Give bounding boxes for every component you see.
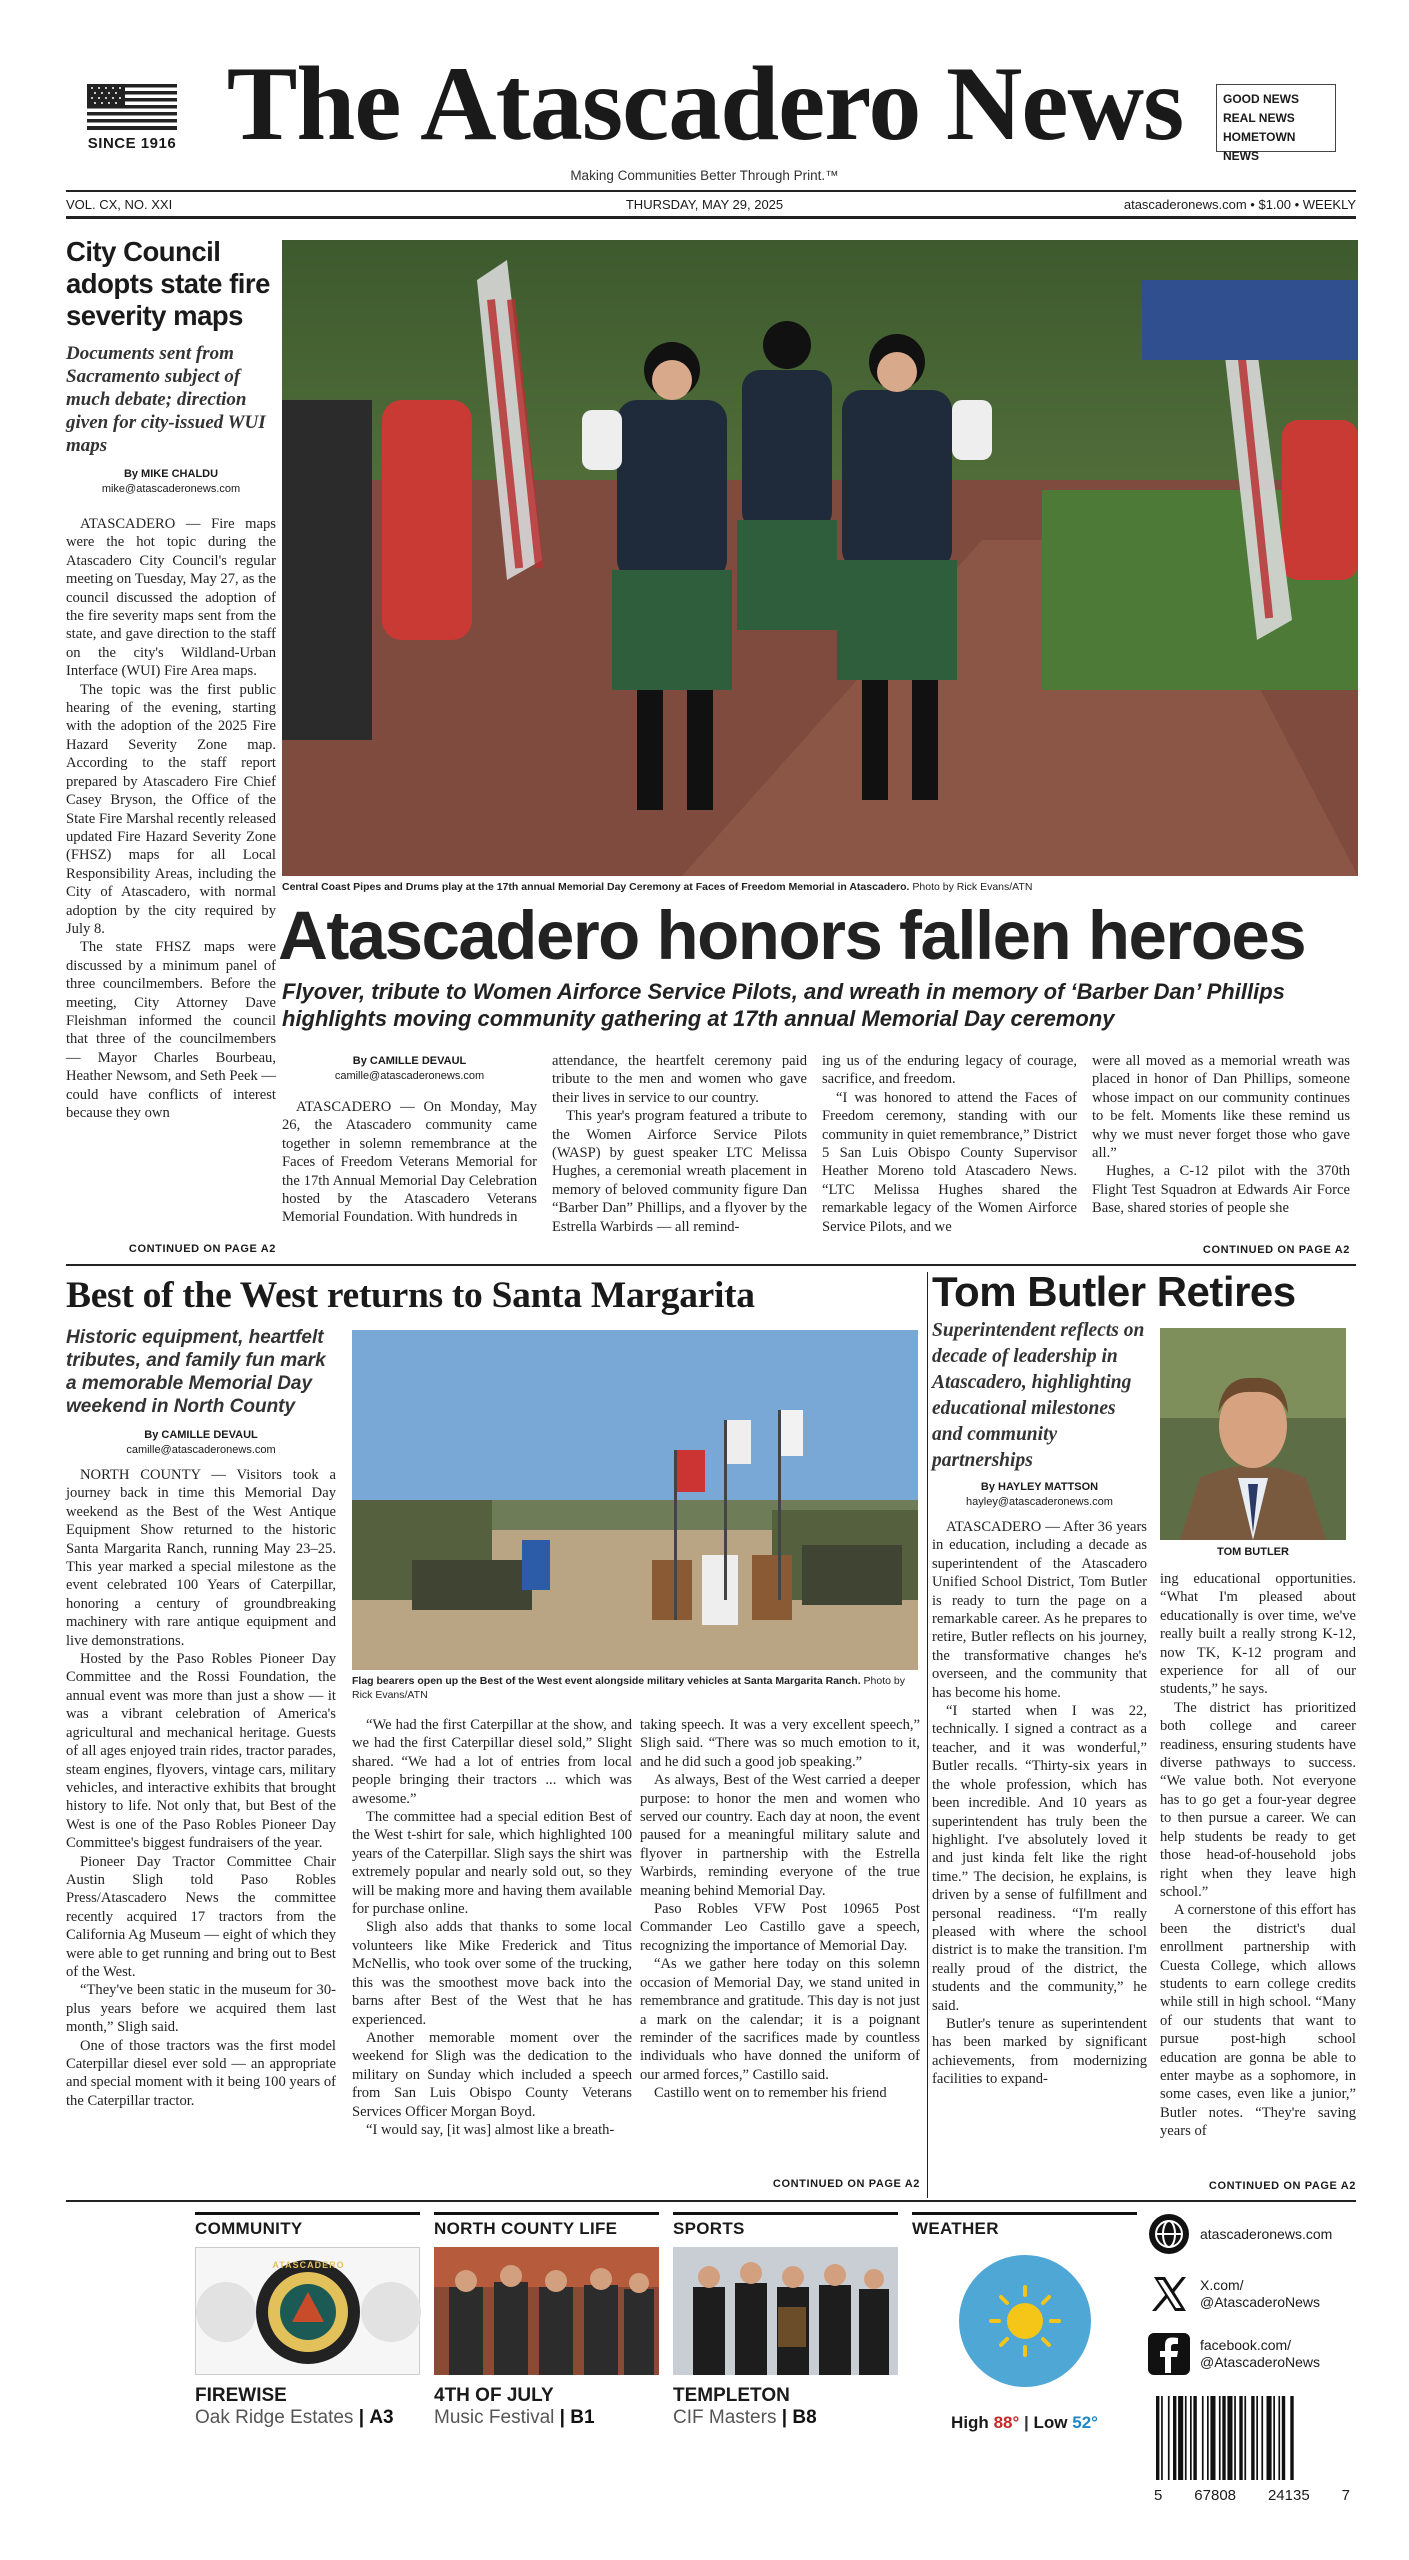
teaser-subtitle: CIF Masters xyxy=(673,2407,777,2428)
barcode-bar xyxy=(1168,2396,1170,2480)
barcode-bar xyxy=(1185,2396,1187,2480)
article-paragraph: Another memorable moment over the weekend for Sligh was the dedication to the military on Sunday which included a speech from San Luis Obispo County Veterans Services Officer Morgan Boyd. xyxy=(352,2029,632,2120)
article-paragraph: ATASCADERO — On Monday, May 26, the Atascadero community came together in solemn remembrance at the Faces of Freedom Veterans Memorial for the 17th Annual Memorial Day Celebration hosted by the Atascadero Veterans Memorial Foundation. With hundreds in xyxy=(282,1099,537,1226)
ear-box xyxy=(1216,84,1336,163)
barcode-bar xyxy=(1290,2396,1293,2480)
masthead xyxy=(0,0,1409,220)
west-caption xyxy=(352,1674,918,1702)
weather-section: WEATHER xyxy=(912,2212,1137,2239)
teaser-title: FIREWISE xyxy=(195,2385,287,2406)
left-headline: City Council adopts state fire severity maps xyxy=(66,236,270,331)
article-paragraph: “I was honored to attend the Faces of Freedom ceremony, standing with our community in quiet remembrance,” District 5 San Luis Obispo County Supervisor Heather Moreno told Atascadero News. “LTC Melissa Hughes shared the remarkable legacy of the Women Airforce Service Pilots, and we xyxy=(822,1089,1077,1235)
article-paragraph: This year's program featured a tribute to the Women Airforce Service Pilots (WASP) by guest speaker LTC Melissa Hughes, a ceremonial wreath placement in memory of beloved community figure Dan “Barber Dan” Phillips, and a flyover by the Estrella Warbirds — all remind- xyxy=(552,1108,807,1235)
barcode-bar xyxy=(1227,2396,1232,2480)
byline-name: By CAMILLE DEVAUL xyxy=(352,1055,467,1067)
byline-email: camille@atascaderonews.com xyxy=(334,1070,485,1082)
barcode-bar xyxy=(1256,2396,1258,2480)
butler-photo-caption: TOM BUTLER xyxy=(1217,1546,1289,1558)
social-website[interactable] xyxy=(1148,2212,1358,2256)
ear-line: GOOD NEWS xyxy=(1223,92,1300,106)
barcode-digit: 24135 xyxy=(1267,2487,1310,2504)
article-paragraph: Hughes, a C-12 pilot with the 370th Flight Test Squadron at Edwards Air Force Base, shared stories of people she xyxy=(1092,1163,1350,1217)
footer-rule xyxy=(66,2200,1356,2202)
article-paragraph: The district has prioritized both college and career readiness, ensuring students have diverse pathways to success. “We value both. Not everyone has to go get a four-year degree to then pursue a career. We can help students be ready to get those head-of-household jobs right when they leave high school.” xyxy=(1160,1699,1356,1900)
article-paragraph: ATASCADERO — Fire maps were the hot topic during the Atascadero City Council's regular meeting on Tuesday, May 27, as the council discussed the adoption of the fire severity maps sent from the state, and gave direction to the staff on the city's Wildland-Urban Interface (WUI) Fire Area maps. xyxy=(66,516,276,680)
continued-link[interactable]: CONTINUED ON PAGE A2 xyxy=(1208,2180,1356,2192)
teaser-page: B1 xyxy=(570,2407,595,2428)
barcode-digit: 67808 xyxy=(1194,2487,1237,2504)
byline-name: By HAYLEY MATTSON xyxy=(980,1481,1099,1493)
lead-photo xyxy=(282,240,1358,876)
byline-name: By CAMILLE DEVAUL xyxy=(144,1429,258,1441)
west-col-2 xyxy=(352,1716,632,2139)
article-paragraph: were all moved as a memorial wreath was placed in honor of Dan Phillips, someone whose impact on our community continues to be felt. Moments like these remind us why we must never forget those who gave all.” xyxy=(1092,1053,1350,1162)
lead-caption xyxy=(282,880,1358,894)
weather-sun-icon xyxy=(959,2255,1091,2387)
continued-link[interactable]: CONTINUED ON PAGE A2 xyxy=(772,2178,920,2190)
butler-col-2 xyxy=(1160,1570,1356,2141)
butler-col-1 xyxy=(932,1318,1147,2089)
barcode-bar xyxy=(1244,2396,1246,2480)
article-paragraph: Hosted by the Paso Robles Pioneer Day Committee and the Rossi Foundation, the annual event was more than just a show — it was a vibrant celebration of America's agricultural and mechanical heritage. Guests of all ages enjoyed train rides, tractor parades, steam engines, flyovers, vintage cars, military vehicles, and interactive exhibits that brought history to life. Not only that, but Best of the West is one of the Paso Robles Pioneer Day Committee's biggest fundraisers of the year. xyxy=(66,1651,336,1852)
barcode-bar xyxy=(1261,2396,1263,2480)
low-label: Low xyxy=(1033,2413,1068,2432)
globe-icon xyxy=(1148,2213,1190,2255)
newspaper-title: The Atascadero News xyxy=(226,45,1184,162)
barcode xyxy=(1152,2396,1352,2502)
article-paragraph: Pioneer Day Tractor Committee Chair Austin Sligh told Paso Robles Press/Atascadero News the committee recently acquired 17 tractors from the California Ag Museum — eight of which they were able to get running and bring out to Best of the West. xyxy=(66,1853,336,1980)
article-paragraph: taking speech. It was a very excellent speech,” Sligh said. “There was so much emotion to it, and he did such a good job speaking.” xyxy=(640,1717,920,1770)
teaser-page: A3 xyxy=(369,2407,394,2428)
flag-icon xyxy=(87,84,177,130)
article-paragraph: NORTH COUNTY — Visitors took a journey back in time this Memorial Day weekend as the Best of the West Antique Equipment Show returned to the historic Santa Margarita Ranch, running May 23–25. This year marked a special milestone as the event celebrated 100 Years of Caterpillar, honoring a century of groundbreaking machinery with rare antique equipment and live demonstrations. xyxy=(66,1467,336,1649)
teaser-image xyxy=(195,2247,420,2375)
article-paragraph: The committee had a special edition Best of the West t-shirt for sale, which highlighted 100 years of the Caterpillar. Sligh says the shirt was extremely popular and nearly sold out, so they will be making more and having them available for purchase online. xyxy=(352,1809,632,1918)
teaser-community[interactable]: COMMUNITY ATASCADERO FIREWISE Oak Ridge Estates | A3 xyxy=(195,2212,420,2429)
issue-date: THURSDAY, MAY 29, 2025 xyxy=(625,197,784,212)
lead-col-1 xyxy=(282,1054,537,1227)
barcode-bar xyxy=(1273,2396,1275,2480)
article-paragraph: “They've been static in the museum for 30-plus years before we acquired them last month,” Sligh said. xyxy=(66,1982,336,2036)
barcode-digit: 7 xyxy=(1341,2487,1350,2504)
high-label: High xyxy=(951,2413,989,2432)
tagline: Making Communities Better Through Print.™ xyxy=(570,168,839,183)
article-paragraph: ATASCADERO — After 36 years in education, including a decade as superintendent of the Atascadero Unified School District, Tom Butler is ready to turn the page on a remarkable career. As he prepares to retire, Butler reflects on his journey, the transformative changes he's overseen, and the community that has become his home. xyxy=(932,1519,1147,1701)
west-headline: Best of the West returns to Santa Margarita xyxy=(66,1275,755,1316)
article-paragraph: The topic was the first public hearing of the evening, starting with the adoption of the 2025 Fire Hazard Severity Zone map. According to the staff report prepared by Atascadero Fire Chief Casey Bryson, the Office of the State Fire Marshal recently released updated Fire Hazard Severity Zone (FHSZ) maps for all Local Responsibility Areas, including the City of Atascadero, with normal adoption by the city required by July 8. xyxy=(66,681,276,937)
teaser-sports[interactable]: SPORTS TEMPLETON CIF Masters | B8 xyxy=(673,2212,898,2429)
caption-text: Central Coast Pipes and Drums play at the 17th annual Memorial Day Ceremony at Faces of Freedom Memorial in Atascadero. xyxy=(282,881,910,893)
article-paragraph: As always, Best of the West carried a deeper purpose: to honor the men and women who served our country. Each day at noon, the event paused for a meaningful military salute and flyover in partnership with the Estrella Warbirds, reminding everyone of the true meaning behind Memorial Day. xyxy=(640,1772,920,1899)
article-paragraph: Sligh also adds that thanks to some local volunteers like Mike Frederick and Titus McNellis, who took over some of the trucking, this was the smoothest move back into the barns after Best of the West that he has experienced. xyxy=(352,1919,632,2028)
social-text: atascaderonews.com xyxy=(1200,2226,1333,2242)
article-paragraph: “I would say, [it was] almost like a breath- xyxy=(366,2121,615,2138)
teaser-section: COMMUNITY xyxy=(195,2212,420,2239)
lead-subhead: Flyover, tribute to Women Airforce Service Pilots, and wreath in memory of ‘Barber Dan’ Phillips highlights moving community gathering at 17th annual Memorial Day ceremony xyxy=(282,979,1285,1031)
weather-box: WEATHER High 88° | Low 52° xyxy=(912,2212,1137,2433)
barcode-bar xyxy=(1156,2396,1159,2480)
ear-line: HOMETOWN NEWS xyxy=(1223,130,1296,163)
teaser-page: B8 xyxy=(792,2407,817,2428)
butler-photo xyxy=(1160,1328,1346,1540)
continued-link[interactable]: CONTINUED ON PAGE A2 xyxy=(128,1243,276,1255)
column-rule xyxy=(927,1272,928,2198)
barcode-bar xyxy=(1278,2396,1280,2480)
article-paragraph: “I started when I was 22, technically. I signed a contract as a teacher, and it was wonderful,” Butler recalls. “Thirty-six years in the whole profession, which has been incredible. And 10 years as superintendent has truly been the highlight. I've absolutely loved it and just kinda felt like the right time.” The decision, he explains, is driven by a sense of fulfillment and personal readiness. “I'm really pleased with where the school district is to make the transition. I'm really proud of the district, the students and the community,” he said. xyxy=(932,1703,1147,2014)
west-deck: Historic equipment, heartfelt tributes, and family fun mark a memorable Memorial Day weekend in North County xyxy=(66,1327,326,1417)
teaser-title: 4TH OF JULY xyxy=(434,2385,554,2406)
continued-link[interactable]: CONTINUED ON PAGE A2 xyxy=(1202,1244,1350,1256)
caption-text: Flag bearers open up the Best of the West event alongside military vehicles at Santa Margarita Ranch. xyxy=(352,1675,861,1687)
article-paragraph: Butler's tenure as superintendent has been marked by significant achievements, from modernizing facilities to expand- xyxy=(932,2015,1147,2088)
teaser-subtitle: Oak Ridge Estates xyxy=(195,2407,354,2428)
firewise-badge-text: ATASCADERO xyxy=(272,2260,345,2270)
barcode-bar xyxy=(1190,2396,1192,2480)
site-price: atascaderonews.com • $1.00 • WEEKLY xyxy=(1123,197,1356,212)
article-paragraph: The state FHSZ maps were discussed by a minimum panel of three councilmembers. Before the meeting, City Attorney Dave Fleishman informed the council that three of the councilmembers — Mayor Charles Bourbeau, Heather Newsom, and Seth Peek — could have conflicts of interest because they own xyxy=(66,939,276,1121)
barcode-bar xyxy=(1222,2396,1225,2480)
barcode-bar xyxy=(1239,2396,1242,2480)
lead-col-2 xyxy=(552,1052,807,1236)
teaser-subtitle: Music Festival xyxy=(434,2407,555,2428)
barcode-bar xyxy=(1202,2396,1204,2480)
article-paragraph: Castillo went on to remember his friend xyxy=(654,2085,887,2102)
barcode-bar xyxy=(1282,2396,1285,2480)
teaser-north-county-life[interactable]: NORTH COUNTY LIFE 4TH OF JULY Music Festival | B1 xyxy=(434,2212,659,2429)
barcode-bar xyxy=(1251,2396,1254,2480)
volume: VOL. CX, NO. XXI xyxy=(66,197,173,212)
x-icon xyxy=(1148,2273,1190,2315)
article-paragraph: Paso Robles VFW Post 10965 Post Commander Leo Castillo gave a speech, recognizing the importance of Memorial Day. xyxy=(640,1901,920,1954)
top-rule xyxy=(66,190,1356,192)
barcode-bar xyxy=(1193,2396,1196,2480)
barcode-bar xyxy=(1207,2396,1209,2480)
lead-headline: Atascadero honors fallen heroes xyxy=(278,897,1306,974)
article-paragraph: ing educational opportunities. “What I'm pleased about educationally is over time, we've really built a really strong K-12, now TK, K-12 program and experience for all of our students,” he says. xyxy=(1160,1571,1356,1698)
teaser-image xyxy=(434,2247,659,2375)
barcode-bar xyxy=(1234,2396,1236,2480)
west-photo xyxy=(352,1330,918,1670)
byline-name: By MIKE CHALDU xyxy=(123,468,219,480)
photo-credit: Photo by Rick Evans/ATN xyxy=(352,1675,905,1701)
ear-line: REAL NEWS xyxy=(1223,111,1295,125)
teaser-section: SPORTS xyxy=(673,2212,898,2239)
social-text: facebook.com/ @AtascaderoNews xyxy=(1200,2337,1321,2370)
bottom-rule xyxy=(66,216,1356,219)
barcode-digit: 5 xyxy=(1154,2487,1163,2504)
teaser-section: NORTH COUNTY LIFE xyxy=(434,2212,659,2239)
article-paragraph: “We had the first Caterpillar at the show, and we had the first Caterpillar diesel sold,” Slight shared. “We had a lot of entries from local people bringing their tractors ... which was awesome.” xyxy=(352,1717,632,1807)
low-temp: 52° xyxy=(1072,2413,1098,2432)
barcode-bar xyxy=(1210,2396,1215,2480)
byline-email: camille@atascaderonews.com xyxy=(126,1444,276,1456)
west-col-1 xyxy=(66,1326,336,2110)
social-x[interactable] xyxy=(1148,2272,1358,2316)
since-label: SINCE 1916 xyxy=(87,135,177,152)
article-paragraph: “As we gather here today on this solemn occasion of Memorial Day, we stand united in remembrance and gratitude. This day is not just a mark on the calendar; it is a poignant reminder of the sacrifices made by countless individuals who have donned the uniform of our armed forces,” Castillo said. xyxy=(640,1956,920,2083)
high-temp: 88° xyxy=(993,2413,1020,2432)
barcode-bar xyxy=(1219,2396,1221,2480)
photo-credit: Photo by Rick Evans/ATN xyxy=(912,881,1033,893)
teaser-image xyxy=(673,2247,898,2375)
byline-email: hayley@atascaderonews.com xyxy=(966,1496,1113,1508)
article-paragraph: One of those tractors was the first model Caterpillar diesel ever sold — an appropriate and special moment with it being 100 years of the Caterpillar tractor. xyxy=(66,2037,336,2109)
west-col-3 xyxy=(640,1716,920,2103)
social-facebook[interactable] xyxy=(1148,2332,1358,2376)
article-paragraph: A cornerstone of this effort has been the district's dual enrollment partnership with Cuesta College, which allows students to earn college credits while still in high school. “Many of our students that want to pursue post-high school education are gonna be able to enter maybe as a sophomore, in some cases, even like a junior,” Butler notes. “They're saving years of xyxy=(1160,1902,1356,2140)
teaser-title: TEMPLETON xyxy=(673,2385,790,2406)
byline-email: mike@atascaderonews.com xyxy=(101,483,241,495)
article-paragraph: ing us of the enduring legacy of courage, sacrifice, and freedom. xyxy=(822,1053,1077,1088)
butler-headline: Tom Butler Retires xyxy=(932,1268,1296,1315)
lead-col-4 xyxy=(1092,1052,1350,1218)
facebook-icon xyxy=(1148,2333,1190,2375)
barcode-bar xyxy=(1178,2396,1183,2480)
article-paragraph: attendance, the heartfelt ceremony paid tribute to the men and women who gave their lives in service to our country. xyxy=(552,1053,807,1106)
butler-deck: Superintendent reflects on decade of leadership in Atascadero, highlighting educational milestones and community partnerships xyxy=(932,1320,1145,1471)
left-story xyxy=(66,236,276,1255)
left-deck: Documents sent from Sacramento subject of much debate; direction given for city-issued WUI maps xyxy=(66,343,266,456)
lead-col-3 xyxy=(822,1052,1077,1236)
barcode-bar xyxy=(1173,2396,1176,2480)
barcode-bar xyxy=(1161,2396,1163,2480)
social-text: X.com/ @AtascaderoNews xyxy=(1200,2277,1321,2310)
barcode-bar xyxy=(1267,2396,1272,2480)
